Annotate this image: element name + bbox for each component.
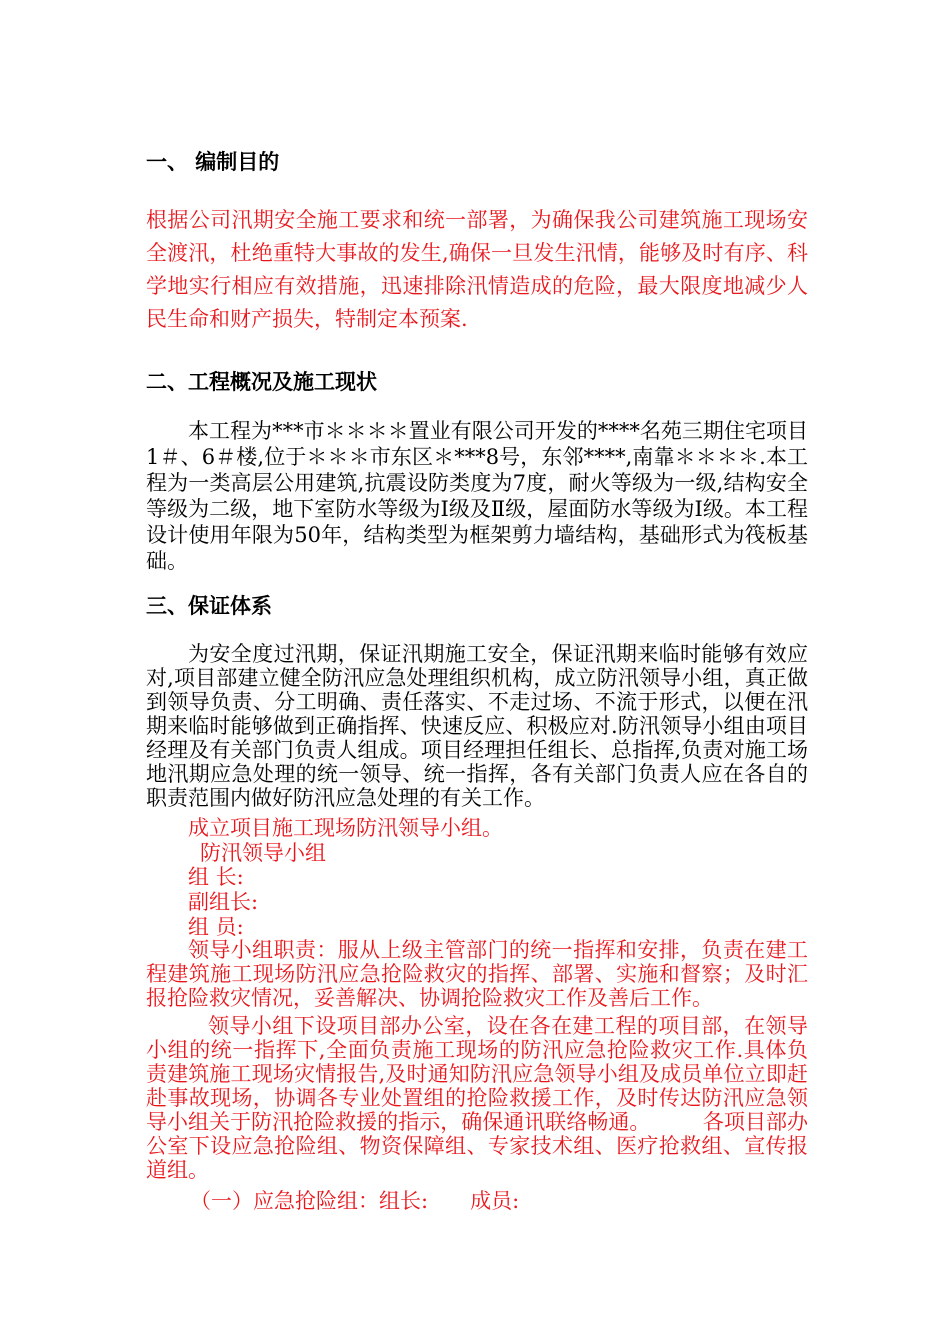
section-2-heading: 二、工程概况及施工现状 <box>146 370 377 394</box>
emergency-rescue-group-line: （一）应急抢险组：组长: 成员: <box>190 1189 520 1213</box>
leader-line: 组 长: <box>188 865 244 889</box>
group-duties: 领导小组职责：服从上级主管部门的统一指挥和安排，负责在建工程建筑施工现场防汛应急抢险救灾的指挥、部署、实施和督察；及时汇报抢险救灾情况，妥善解决、协调抢险救灾工作及善后工作。 <box>146 938 808 1010</box>
section-1-body: 根据公司汛期安全施工要求和统一部署，为确保我公司建筑施工现场安全渡汛，杜绝重特大事故的发生,确保一旦发生汛情，能够及时有序、科学地实行相应有效措施，迅速排除汛情造成的危险，最大限度地减少人民生命和财产损失，特制定本预案. <box>146 208 808 331</box>
office-description: 领导小组下设项目部办公室，设在各在建工程的项目部，在领导小组的统一指挥下,全面负责施工现场的防汛应急抢险救灾工作.具体负责建筑施工现场灾情报告,及时通知防汛应急领导小组及成员单位立即赶赴事故现场，协调各专业处置组的抢险救援工作，及时传达防汛应急领导小组关于防汛抢险救援的指示，确保通讯联络畅通。 各项目部办公室下设应急抢险组、物资保障组、专家技术组、医疗抢救组、宣传报道组。 <box>146 1014 808 1182</box>
members-line: 组 员: <box>188 915 244 939</box>
section-2-body: 本工程为***市＊＊＊＊置业有限公司开发的****名苑三期住宅项目1＃、6＃楼,位于＊＊＊市东区＊***8号，东邻****,南靠＊＊＊＊.本工程为一类高层公用建筑,抗震设防类度为7度，耐火等级为一级,结构安全等级为二级，地下室防水等级为Ⅰ级及Ⅱ级，屋面防水等级为Ⅰ级。本工程设计使用年限为50年，结构类型为框架剪力墙结构，基础形式为筏板基础。 <box>146 419 808 573</box>
deputy-leader-line: 副组长: <box>188 890 259 914</box>
establish-group-line: 成立项目施工现场防汛领导小组。 <box>188 816 503 840</box>
section-3-body: 为安全度过汛期，保证汛期施工安全，保证汛期来临时能够有效应对,项目部建立健全防汛应急处理组织机构，成立防汛领导小组，真正做到领导负责、分工明确、责任落实、不走过场、不流于形式，以便在汛期来临时能够做到正确指挥、快速反应、积极应对.防汛领导小组由项目经理及有关部门负责人组成。项目经理担任组长、总指挥,负责对施工场地汛期应急处理的统一领导、统一指挥，各有关部门负责人应在各自的职责范围内做好防汛应急处理的有关工作。 <box>146 642 808 810</box>
section-3-heading: 三、保证体系 <box>146 594 272 618</box>
section-1-heading: 一、 编制目的 <box>146 150 280 174</box>
group-title: 防汛领导小组 <box>200 841 326 865</box>
